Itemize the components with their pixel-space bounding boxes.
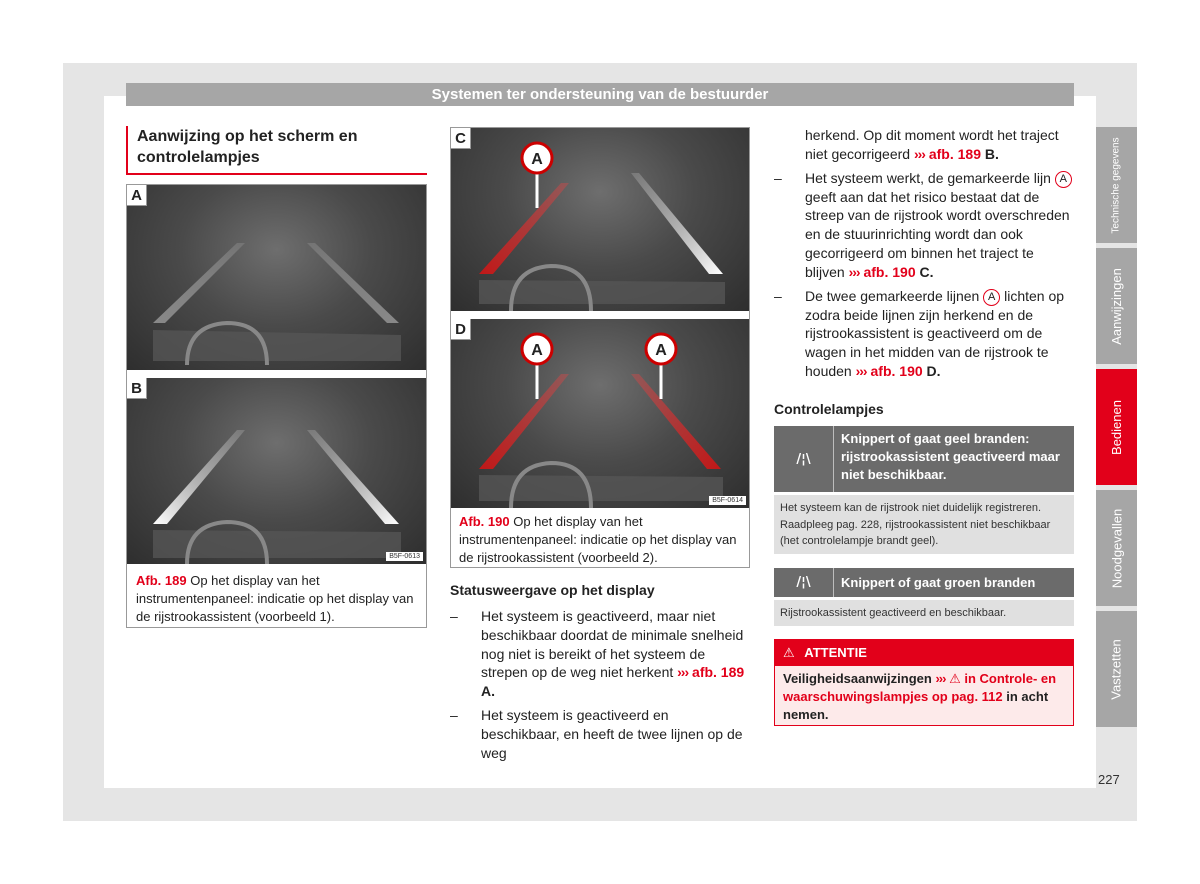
chapter-header: Systemen ter ondersteuning van de bestuurder <box>126 83 1074 106</box>
lane-line-left-highlighted <box>479 374 569 469</box>
list-item-continued <box>774 126 1074 164</box>
warning-header <box>775 640 1073 666</box>
item-text-start: Het systeem is geactiveerd en beschikbaar, en heeft de twee lijnen op de weg <box>481 706 743 761</box>
panel-letter: A <box>127 185 147 206</box>
figure-link[interactable]: afb. 190 <box>863 263 916 280</box>
figure-code: B5F-0614 <box>709 496 746 505</box>
lamp-row-yellow <box>774 426 1074 492</box>
warning-body <box>775 666 1073 728</box>
item-text: Het systeem is geactiveerd, maar niet beschikbaar doordat de minimale snelheid nog niet is bereikt of het systeem de strepen op de weg niet herkent <box>481 608 744 681</box>
dash: – <box>774 169 782 186</box>
dash: – <box>450 706 458 723</box>
dash: – <box>774 287 782 304</box>
status-list-part2 <box>774 126 1074 386</box>
warning-box <box>774 639 1074 726</box>
lamps-heading: Controlelampjes <box>774 401 884 417</box>
panel-b <box>127 378 426 564</box>
marker-a-icon: A <box>983 289 1000 306</box>
figure-code: B5F-0613 <box>386 552 423 561</box>
figure-link[interactable]: afb. 189 <box>692 664 745 681</box>
lane-line-right <box>307 243 399 323</box>
marker-a-label: A <box>655 342 667 359</box>
item-text-end: herkend. Op dit moment wordt het traject niet gecorrigeerd <box>805 127 1059 162</box>
tab-bedienen[interactable] <box>1096 369 1137 485</box>
list-item <box>774 169 1074 282</box>
warning-link[interactable]: in Controle- en waarschuwingslampjes op pag. 112 <box>783 671 1057 704</box>
tab-label: Aanwijzingen <box>1109 267 1125 345</box>
figure-link[interactable]: afb. 189 <box>928 145 981 162</box>
lane-assist-lamp-icon: /¦\ <box>774 568 834 597</box>
figure-ref: Afb. 190 <box>459 514 510 529</box>
ref-arrows: ››› <box>855 362 867 379</box>
lamp-title: Knippert of gaat geel branden: rijstrookassistent geactiveerd maar niet beschikbaar. <box>841 431 1060 482</box>
warning-small-icon: ⚠ <box>949 671 961 686</box>
caption-text: Op het display van het instrumentenpaneel: indicatie op het display van de rijstrookassistent (voorbeeld 2). <box>459 514 737 565</box>
list-item <box>450 607 750 701</box>
lane-line-left <box>153 243 245 323</box>
panel-d <box>451 319 749 508</box>
item-letter: D. <box>926 362 941 379</box>
status-heading: Statusweergave op het display <box>450 582 655 598</box>
marker-a-label: A <box>531 151 543 168</box>
lane-display-illustration <box>127 185 426 370</box>
tab-label: Vastzetten <box>1109 638 1124 700</box>
tab-vastzetten[interactable] <box>1096 611 1137 727</box>
lamp-description: Het systeem kan de rijstrook niet duidelijk registreren. Raadpleeg pag. 228, rijstrookassistent niet beschikbaar (het controlelampje brandt geel). <box>774 495 1074 554</box>
item-letter: A. <box>481 683 495 700</box>
ref-arrows: ››› <box>677 664 689 681</box>
tab-label: Noodgevallen <box>1109 508 1125 588</box>
item-text: geeft aan dat het risico bestaat dat de streep van de rijstrook wordt overschreden en de stuurinrichting wordt dan ook gecorrigeerd om binnen het traject te blijven <box>805 188 1070 280</box>
page-number: 227 <box>1098 772 1120 787</box>
ref-arrows: ››› <box>935 671 946 686</box>
lane-line-right <box>307 430 399 524</box>
marker-a-icon: A <box>1055 171 1072 188</box>
lamp-row-green <box>774 568 1074 597</box>
tab-label: Technische gegevens <box>1111 136 1122 234</box>
lane-line-left-highlighted <box>479 183 569 274</box>
tab-label: Bedienen <box>1109 399 1125 455</box>
lamp-description: Rijstrookassistent geactiveerd en beschikbaar. <box>774 600 1074 626</box>
warning-title: ATTENTIE <box>804 645 867 660</box>
lane-line-right-highlighted <box>631 374 721 469</box>
figure-link[interactable]: afb. 190 <box>870 362 923 379</box>
section-title: Aanwijzing op het scherm en controlelampjes <box>126 126 427 175</box>
item-text: lichten op zodra beide lijnen zijn herkend en de rijstrookassistent is geactiveerd om de wagen in het midden van de rijstrook te houden <box>805 287 1065 379</box>
item-text: De twee gemarkeerde lijnen <box>805 287 980 304</box>
lane-display-illustration <box>451 128 749 311</box>
list-item <box>774 287 1074 381</box>
lane-display-illustration <box>127 378 426 564</box>
lane-line-right <box>631 173 723 274</box>
item-letter: C. <box>919 263 934 280</box>
ref-arrows: ››› <box>848 263 860 280</box>
caption-text: Op het display van het instrumentenpaneel: indicatie op het display van de rijstrookassistent (voorbeeld 1). <box>136 573 414 624</box>
panel-c <box>451 128 749 311</box>
ref-arrows: ››› <box>913 145 925 162</box>
panel-letter: C <box>451 128 471 149</box>
warning-text: Veiligheidsaanwijzingen <box>783 671 932 686</box>
figure-caption <box>136 572 420 626</box>
item-letter: B. <box>984 145 999 162</box>
tab-technische-gegevens[interactable] <box>1096 127 1137 243</box>
lamp-title: Knippert of gaat groen branden <box>841 575 1036 590</box>
tab-aanwijzingen[interactable] <box>1096 248 1137 364</box>
item-text: Het systeem werkt, de gemarkeerde lijn <box>805 169 1051 186</box>
figure-caption <box>459 513 743 567</box>
lane-display-illustration <box>451 319 749 508</box>
lane-line-left <box>153 430 245 524</box>
figure-189 <box>126 184 427 628</box>
figure-190 <box>450 127 750 568</box>
panel-a <box>127 185 426 370</box>
panel-letter: D <box>451 319 471 340</box>
list-item <box>450 706 750 761</box>
warning-text: in acht nemen. <box>783 689 1049 722</box>
dash: – <box>450 608 458 624</box>
marker-a-label: A <box>531 342 543 359</box>
tab-noodgevallen[interactable] <box>1096 490 1137 606</box>
lane-assist-lamp-icon: /¦\ <box>774 426 834 492</box>
warning-icon: ⚠ <box>783 645 795 660</box>
panel-letter: B <box>127 378 147 399</box>
figure-ref: Afb. 189 <box>136 573 187 588</box>
status-list-part1 <box>450 607 750 761</box>
